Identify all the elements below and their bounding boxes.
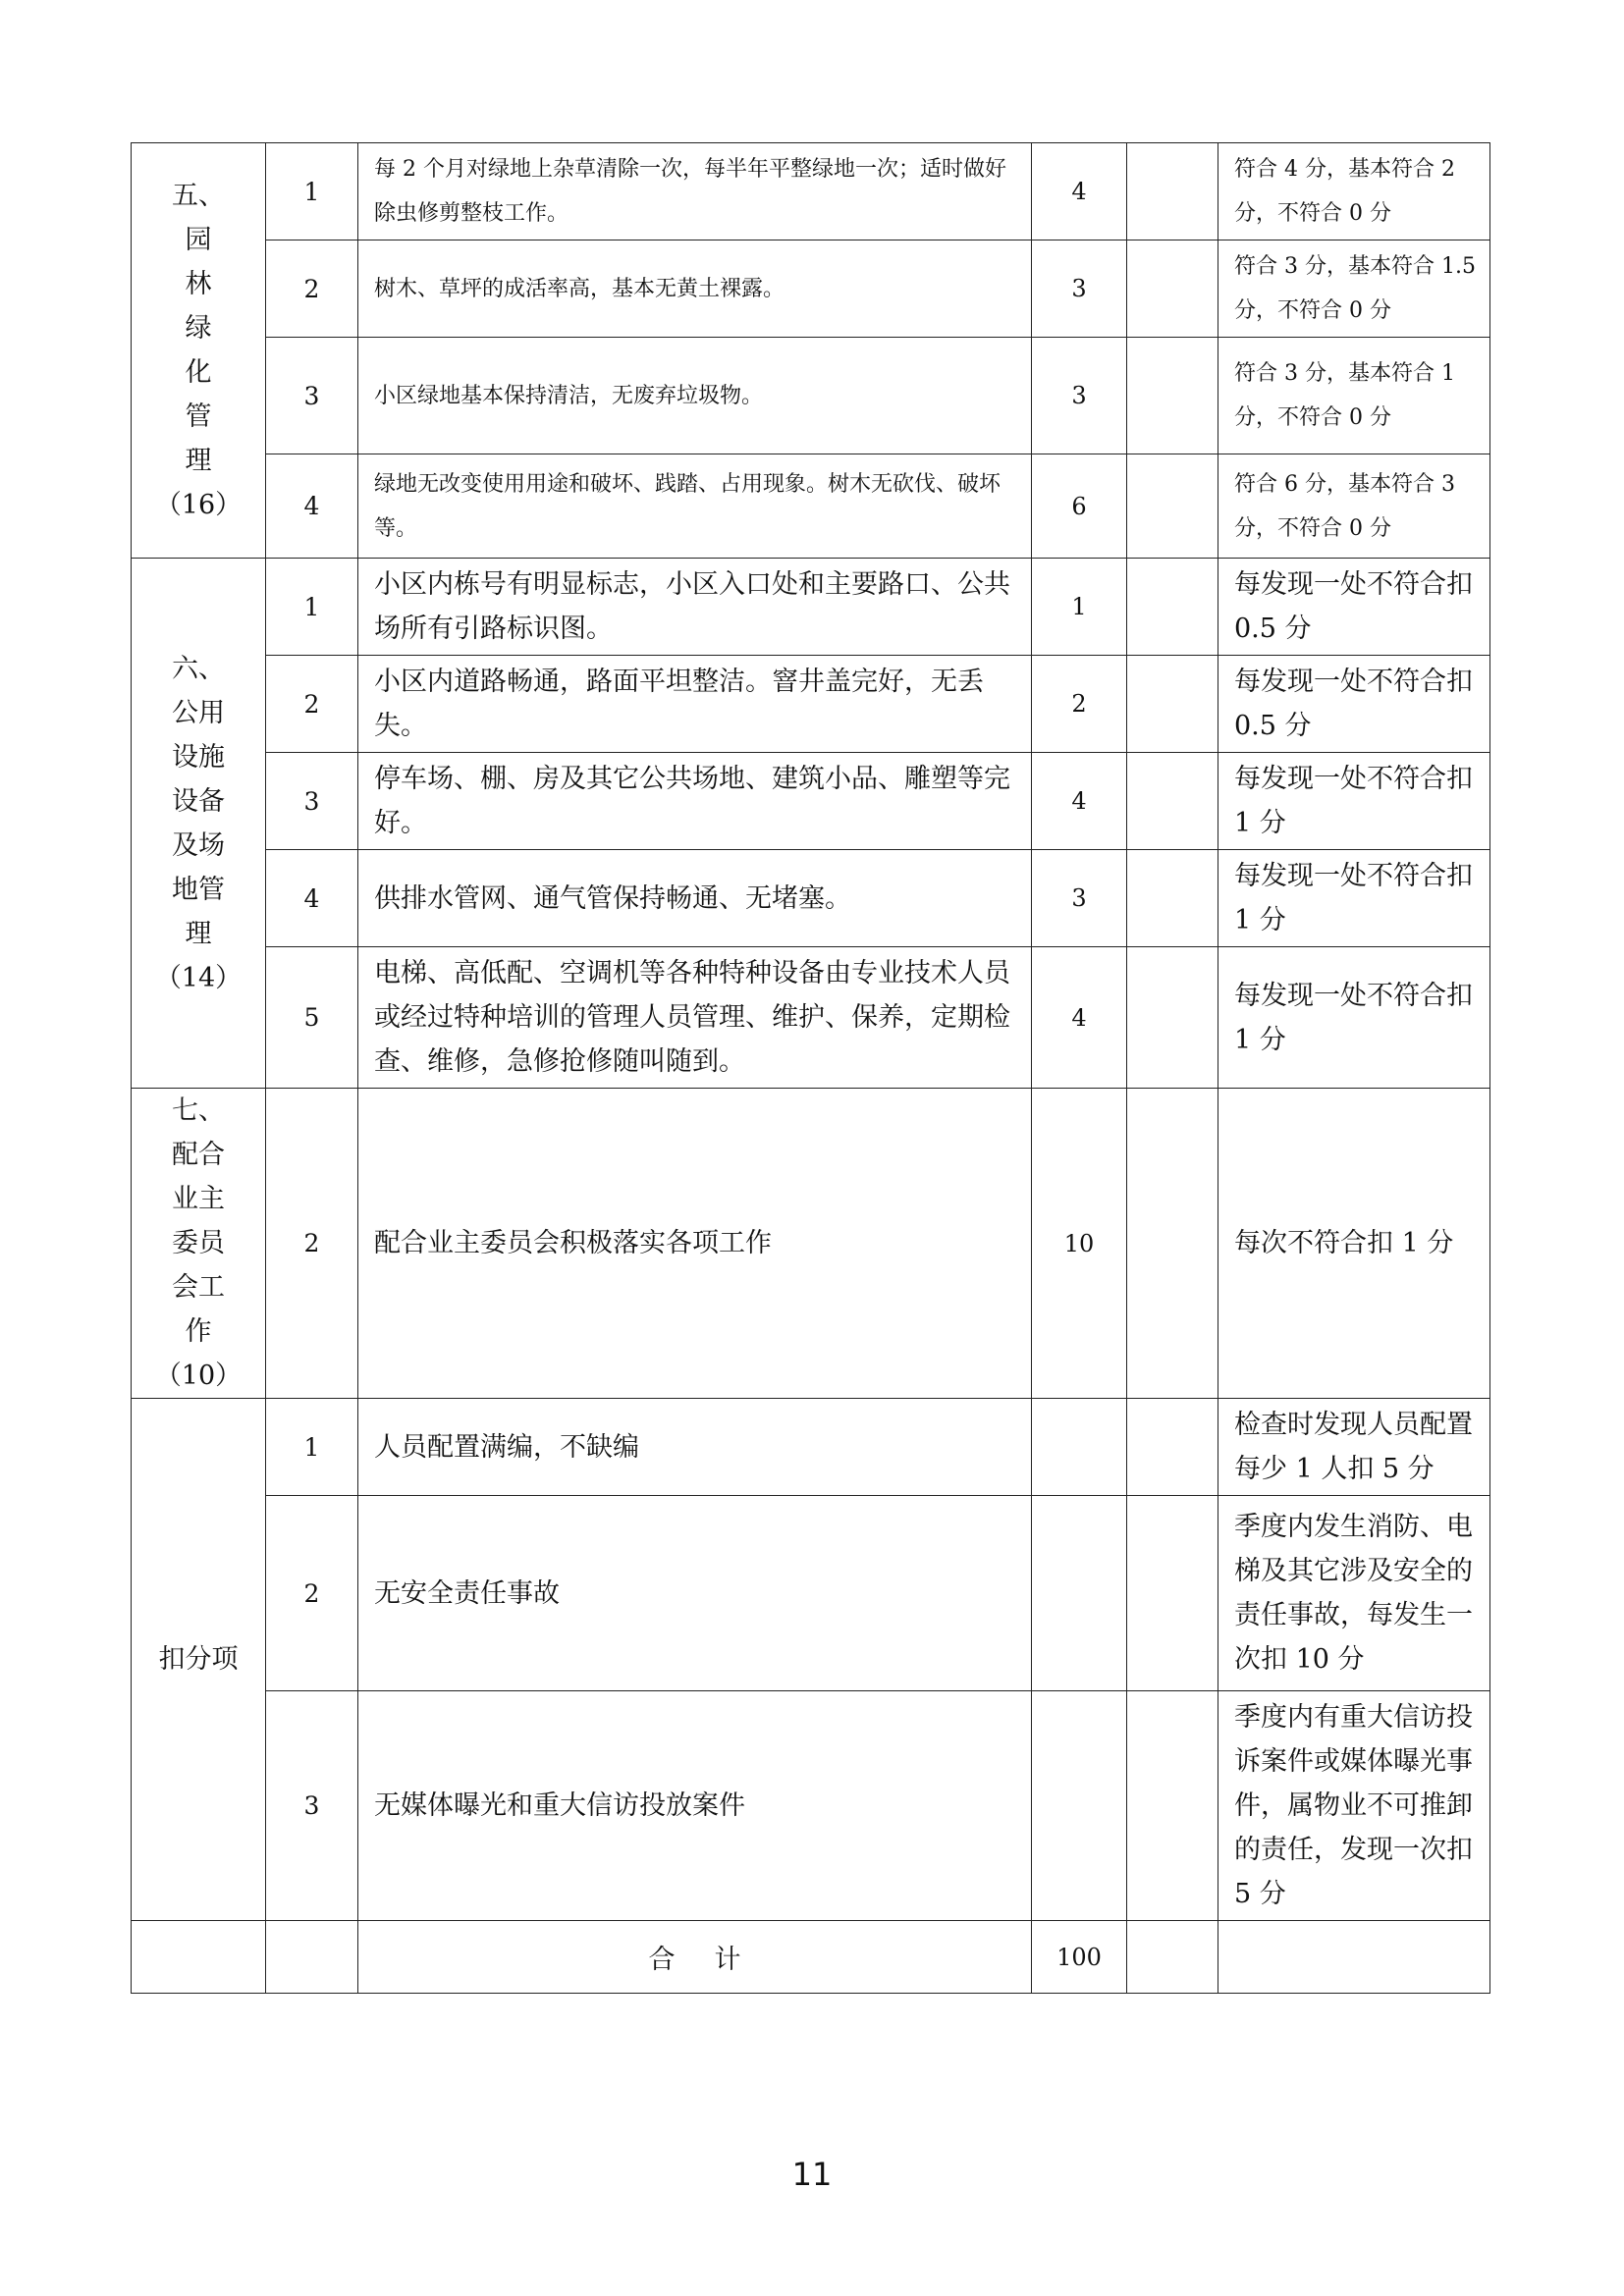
- item-number: 1: [266, 559, 358, 656]
- item-standard: 人员配置满编，不缺编: [358, 1399, 1032, 1496]
- category-cell: [132, 1399, 266, 1921]
- total-score: 100: [1032, 1921, 1127, 1994]
- table-row: [132, 656, 1490, 753]
- scoring-rule: 检查时发现人员配置每少 1 人扣 5 分: [1218, 1399, 1490, 1496]
- category-label-line: 作: [185, 1316, 212, 1347]
- item-standard: 绿地无改变使用用途和破坏、践踏、占用现象。树木无砍伐、破坏等。: [358, 454, 1032, 559]
- actual-score-cell: [1127, 240, 1218, 338]
- item-standard: 配合业主委员会积极落实各项工作: [358, 1089, 1032, 1399]
- item-standard: 小区内道路畅通，路面平坦整洁。窨井盖完好，无丢失。: [358, 656, 1032, 753]
- table-row: [132, 1089, 1490, 1399]
- scoring-rule: 每发现一处不符合扣 1 分: [1218, 947, 1490, 1089]
- total-label: 合计: [648, 1945, 781, 1975]
- item-standard: 无媒体曝光和重大信访投放案件: [358, 1691, 1032, 1921]
- item-score: [1032, 1399, 1127, 1496]
- actual-score-cell: [1127, 850, 1218, 947]
- table-row: [132, 1399, 1490, 1496]
- item-score: 4: [1032, 143, 1127, 240]
- scoring-rule: 每发现一处不符合扣 0.5 分: [1218, 656, 1490, 753]
- page-number: 11: [791, 2156, 833, 2193]
- scoring-rule: 每次不符合扣 1 分: [1218, 1089, 1490, 1399]
- category-label-line: 化: [185, 357, 212, 388]
- item-standard: 树木、草坪的成活率高，基本无黄土裸露。: [358, 240, 1032, 338]
- category-label-line: 地管: [172, 874, 225, 905]
- item-number: 2: [266, 656, 358, 753]
- item-number: 3: [266, 753, 358, 850]
- item-number: 2: [266, 1496, 358, 1691]
- category-label-line: 园: [185, 225, 212, 255]
- category-cell: [132, 143, 266, 559]
- item-score: 4: [1032, 947, 1127, 1089]
- category-cell: [132, 1089, 266, 1399]
- item-standard: 每 2 个月对绿地上杂草清除一次，每半年平整绿地一次；适时做好除虫修剪整枝工作。: [358, 143, 1032, 240]
- category-label-line: 公用: [172, 697, 225, 728]
- total-empty-cell: [132, 1921, 266, 1994]
- item-number: 3: [266, 338, 358, 454]
- actual-score-cell: [1127, 947, 1218, 1089]
- total-empty-cell: [1127, 1921, 1218, 1994]
- actual-score-cell: [1127, 656, 1218, 753]
- table-row: [132, 338, 1490, 454]
- category-label-line: 配合: [172, 1140, 225, 1170]
- category-label-line: 绿: [185, 313, 212, 344]
- item-standard: 无安全责任事故: [358, 1496, 1032, 1691]
- item-score: 1: [1032, 559, 1127, 656]
- item-number: 2: [266, 1089, 358, 1399]
- table-row: [132, 559, 1490, 656]
- table-row: [132, 947, 1490, 1089]
- item-score: 3: [1032, 338, 1127, 454]
- category-label-line: 委员: [172, 1228, 225, 1258]
- item-standard: 停车场、棚、房及其它公共场地、建筑小品、雕塑等完好。: [358, 753, 1032, 850]
- category-label-line: 理: [185, 446, 212, 476]
- category-label-line: 设施: [172, 741, 225, 773]
- item-standard: 小区内栋号有明显标志，小区入口处和主要路口、公共场所有引路标识图。: [358, 559, 1032, 656]
- actual-score-cell: [1127, 1089, 1218, 1399]
- category-label-line: 五、: [172, 181, 225, 211]
- category-label-line: 六、: [172, 653, 225, 684]
- item-number: 1: [266, 143, 358, 240]
- score-table: [131, 142, 1490, 1994]
- item-number: 2: [266, 240, 358, 338]
- item-number: 1: [266, 1399, 358, 1496]
- item-standard: 供排水管网、通气管保持畅通、无堵塞。: [358, 850, 1032, 947]
- category-label-line: 扣分项: [158, 1644, 239, 1675]
- actual-score-cell: [1127, 143, 1218, 240]
- category-label-line: 会工: [172, 1272, 225, 1303]
- item-number: 3: [266, 1691, 358, 1921]
- category-label-line: 林: [185, 269, 212, 299]
- category-label-line: 及场: [172, 829, 225, 861]
- actual-score-cell: [1127, 338, 1218, 454]
- table-row: [132, 1691, 1490, 1921]
- actual-score-cell: [1127, 1496, 1218, 1691]
- item-score: 10: [1032, 1089, 1127, 1399]
- actual-score-cell: [1127, 753, 1218, 850]
- category-label-line: （10）: [154, 1361, 243, 1391]
- actual-score-cell: [1127, 454, 1218, 559]
- item-standard: 电梯、高低配、空调机等各种特种设备由专业技术人员或经过特种培训的管理人员管理、维护、保养，定期检查、维修，急修抢修随叫随到。: [358, 947, 1032, 1089]
- scoring-rule: 符合 3 分，基本符合 1.5 分，不符合 0 分: [1218, 240, 1490, 338]
- table-row: [132, 1496, 1490, 1691]
- actual-score-cell: [1127, 559, 1218, 656]
- item-number: 5: [266, 947, 358, 1089]
- total-row: [132, 1921, 1490, 1994]
- actual-score-cell: [1127, 1691, 1218, 1921]
- category-label-line: 设备: [172, 785, 225, 817]
- category-cell: [132, 559, 266, 1089]
- item-score: 6: [1032, 454, 1127, 559]
- category-label-line: （14）: [154, 962, 243, 993]
- category-label-line: 管: [185, 401, 212, 432]
- scoring-rule: 符合 4 分，基本符合 2 分，不符合 0 分: [1218, 143, 1490, 240]
- item-score: 4: [1032, 753, 1127, 850]
- category-label-line: 七、: [172, 1095, 225, 1126]
- total-empty-cell: [1218, 1921, 1490, 1994]
- category-label-line: （16）: [154, 490, 243, 520]
- table-row: [132, 143, 1490, 240]
- scoring-rule: 每发现一处不符合扣 1 分: [1218, 753, 1490, 850]
- item-score: 2: [1032, 656, 1127, 753]
- table-row: [132, 850, 1490, 947]
- actual-score-cell: [1127, 1399, 1218, 1496]
- scoring-rule: 季度内有重大信访投诉案件或媒体曝光事件，属物业不可推卸的责任，发现一次扣 5 分: [1218, 1691, 1490, 1921]
- scoring-rule: 符合 3 分，基本符合 1 分，不符合 0 分: [1218, 338, 1490, 454]
- table-body: [132, 143, 1490, 1994]
- table-row: [132, 454, 1490, 559]
- table-row: [132, 240, 1490, 338]
- total-empty-cell: [266, 1921, 358, 1994]
- item-number: 4: [266, 850, 358, 947]
- table-row: [132, 753, 1490, 850]
- category-label-line: 业主: [172, 1184, 225, 1214]
- total-label-cell: [358, 1921, 1032, 1994]
- item-number: 4: [266, 454, 358, 559]
- item-score: 3: [1032, 850, 1127, 947]
- scoring-rule: 季度内发生消防、电梯及其它涉及安全的责任事故，每发生一次扣 10 分: [1218, 1496, 1490, 1691]
- item-score: [1032, 1691, 1127, 1921]
- category-label-line: 理: [185, 918, 212, 949]
- scoring-rule: 每发现一处不符合扣 0.5 分: [1218, 559, 1490, 656]
- item-score: [1032, 1496, 1127, 1691]
- scoring-rule: 符合 6 分，基本符合 3 分，不符合 0 分: [1218, 454, 1490, 559]
- item-standard: 小区绿地基本保持清洁，无废弃垃圾物。: [358, 338, 1032, 454]
- item-score: 3: [1032, 240, 1127, 338]
- scoring-rule: 每发现一处不符合扣 1 分: [1218, 850, 1490, 947]
